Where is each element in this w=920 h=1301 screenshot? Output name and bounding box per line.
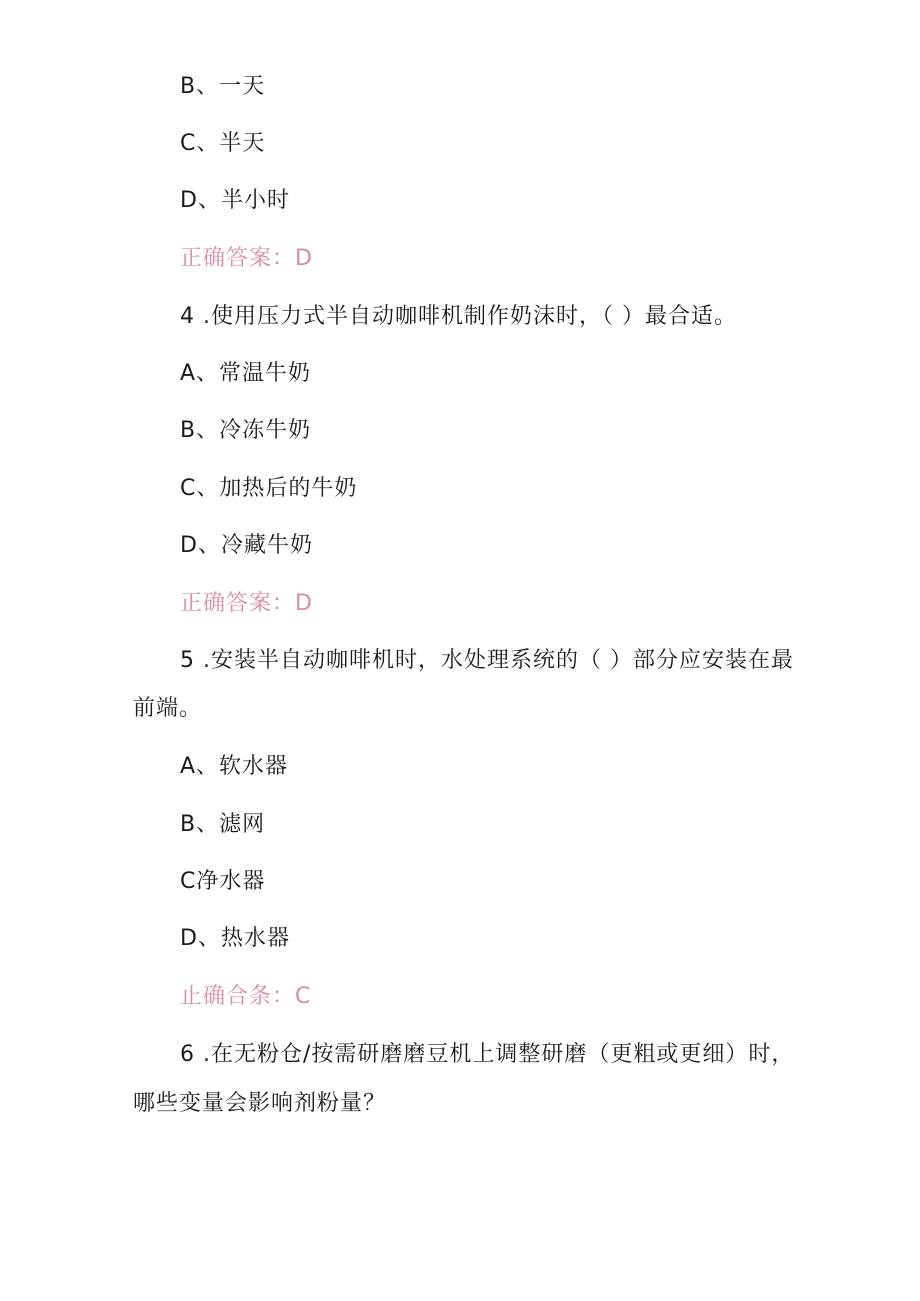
option-b: B、滤网 (180, 812, 266, 837)
correct-answer: 正确答案：D (180, 246, 313, 271)
question-5-line-2: 前端。 (133, 696, 203, 721)
option-d: D、冷藏牛奶 (180, 533, 313, 558)
correct-answer: 正确答案：D (180, 591, 313, 616)
option-b: B、冷冻牛奶 (180, 418, 312, 443)
option-a: A、软水器 (180, 754, 289, 779)
option-d: D、半小时 (180, 188, 290, 213)
question-6-line-1: 6 .在无粉仓/按需研磨磨豆机上调整研磨（更粗或更细）时， (180, 1042, 795, 1067)
question-5-line-1: 5 .安装半自动咖啡机时，水处理系统的（ ）部分应安装在最 (180, 648, 794, 673)
option-c: C、加热后的牛奶 (180, 476, 358, 501)
option-b: B、一天 (180, 74, 266, 99)
correct-answer: 止确合条：C (180, 984, 312, 1009)
option-a: A、常温牛奶 (180, 361, 312, 386)
question-4: 4 .使用压力式半自动咖啡机制作奶沫时，（ ）最合适。 (180, 304, 737, 329)
option-c: C、半天 (180, 131, 266, 156)
option-c: C净水器 (180, 869, 266, 894)
option-d: D、热水器 (180, 926, 290, 951)
question-6-line-2: 哪些变量会影响剂粉量？ (133, 1091, 387, 1116)
